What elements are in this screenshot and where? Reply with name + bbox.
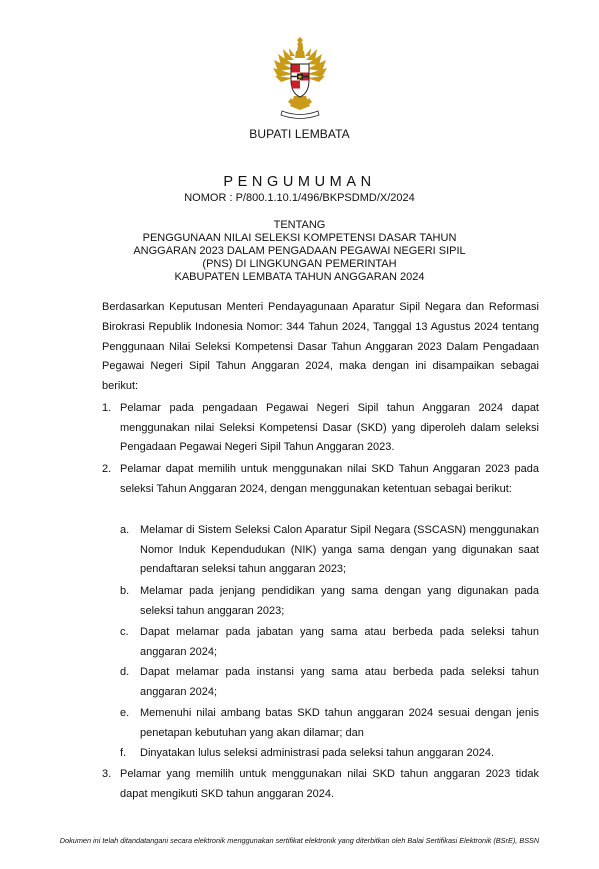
subject-label: TENTANG — [273, 219, 326, 231]
list-item: Pelamar yang memilih untuk menggunakan nilai SKD tahun anggaran 2023 tidak dapat mengikuti SKD tahun anggaran 2024. — [120, 768, 539, 800]
sublist-item: Melamar di Sistem Seleksi Calon Aparatur Sipil Negara (SSCASN) menggunakan Nomor Induk Kependudukan (NIK) yanga sama dengan yang digunakan saat pendaftaran seleksi tahun anggaran 2023; — [140, 524, 539, 576]
sublist-letter: b. — [120, 585, 130, 597]
list-item: Pelamar dapat memilih untuk menggunakan nilai SKD Tahun Anggaran 2023 pada seleksi Tahun Anggaran 2024, dengan menggunakan ketentuan sebagai berikut: — [120, 463, 539, 495]
issuer-name: BUPATI LEMBATA — [249, 127, 350, 141]
sublist-letter: a. — [120, 524, 130, 536]
subject-block — [0, 219, 599, 284]
list-item: Pelamar pada pengadaan Pegawai Negeri Sipil tahun Anggaran 2024 dapat menggunakan nilai Seleksi Kompetensi Dasar (SKD) yang diperoleh dalam seleksi Pengadaan Pegawai Negeri Sipil Tahun Anggaran 2023. — [120, 402, 539, 454]
garuda-pancasila-emblem — [272, 36, 328, 122]
list-number: 2. — [102, 463, 112, 475]
sublist-item: Memenuhi nilai ambang batas SKD tahun anggaran 2024 sesuai dengan jenis penetapan kebutuhan yang akan dilamar; dan — [140, 707, 539, 739]
sublist-letter: d. — [120, 666, 130, 678]
intro-paragraph: Berdasarkan Keputusan Menteri Pendayagunaan Aparatur Sipil Negara dan Reformasi Birokrasi Republik Indonesia Nomor: 344 Tahun 2024, Tanggal 13 Agustus 2024 tentang Penggunaan Nilai Seleksi Kompetensi Dasar Tahun Anggaran 2023 Dalam Pengadaan Pegawai Negeri Sipil Tahun Anggaran 2024, maka dengan ini disampaikan sebagai berikut: — [102, 301, 539, 393]
sublist-item: Dapat melamar pada instansi yang sama atau berbeda pada seleksi tahun anggaran 2024; — [140, 666, 539, 698]
list-number: 1. — [102, 402, 112, 414]
document-title: PENGUMUMAN — [223, 174, 376, 190]
sublist-item: Dinyatakan lulus seleksi administrasi pada seleksi tahun anggaran 2024. — [140, 747, 495, 759]
subject-line: (PNS) DI LINGKUNGAN PEMERINTAH — [202, 258, 397, 270]
document-number: NOMOR : P/800.1.10.1/496/BKPSDMD/X/2024 — [184, 192, 415, 204]
subject-line: ANGGARAN 2023 DALAM PENGADAAN PEGAWAI NEGERI SIPIL — [133, 245, 466, 257]
sublist-letter: e. — [120, 707, 130, 719]
sublist-item: Melamar pada jenjang pendidikan yang sama dengan yang digunakan pada seleksi tahun anggaran 2023; — [140, 585, 539, 617]
sublist-item: Dapat melamar pada jabatan yang sama atau berbeda pada seleksi tahun anggaran 2024; — [140, 626, 539, 658]
sublist-letter: c. — [120, 626, 129, 638]
subject-line: PENGGUNAAN NILAI SELEKSI KOMPETENSI DASAR TAHUN — [142, 232, 457, 244]
subject-line: KABUPATEN LEMBATA TAHUN ANGGARAN 2024 — [174, 271, 425, 283]
sublist-letter: f. — [120, 747, 127, 759]
list-number: 3. — [102, 768, 112, 780]
e-signature-note: Dokumen ini telah ditandatangani secara elektronik menggunakan sertifikat elektronik yang diterbitkan oleh Balai Sertifikasi Elektronik (BSrE), BSSN — [59, 836, 540, 845]
